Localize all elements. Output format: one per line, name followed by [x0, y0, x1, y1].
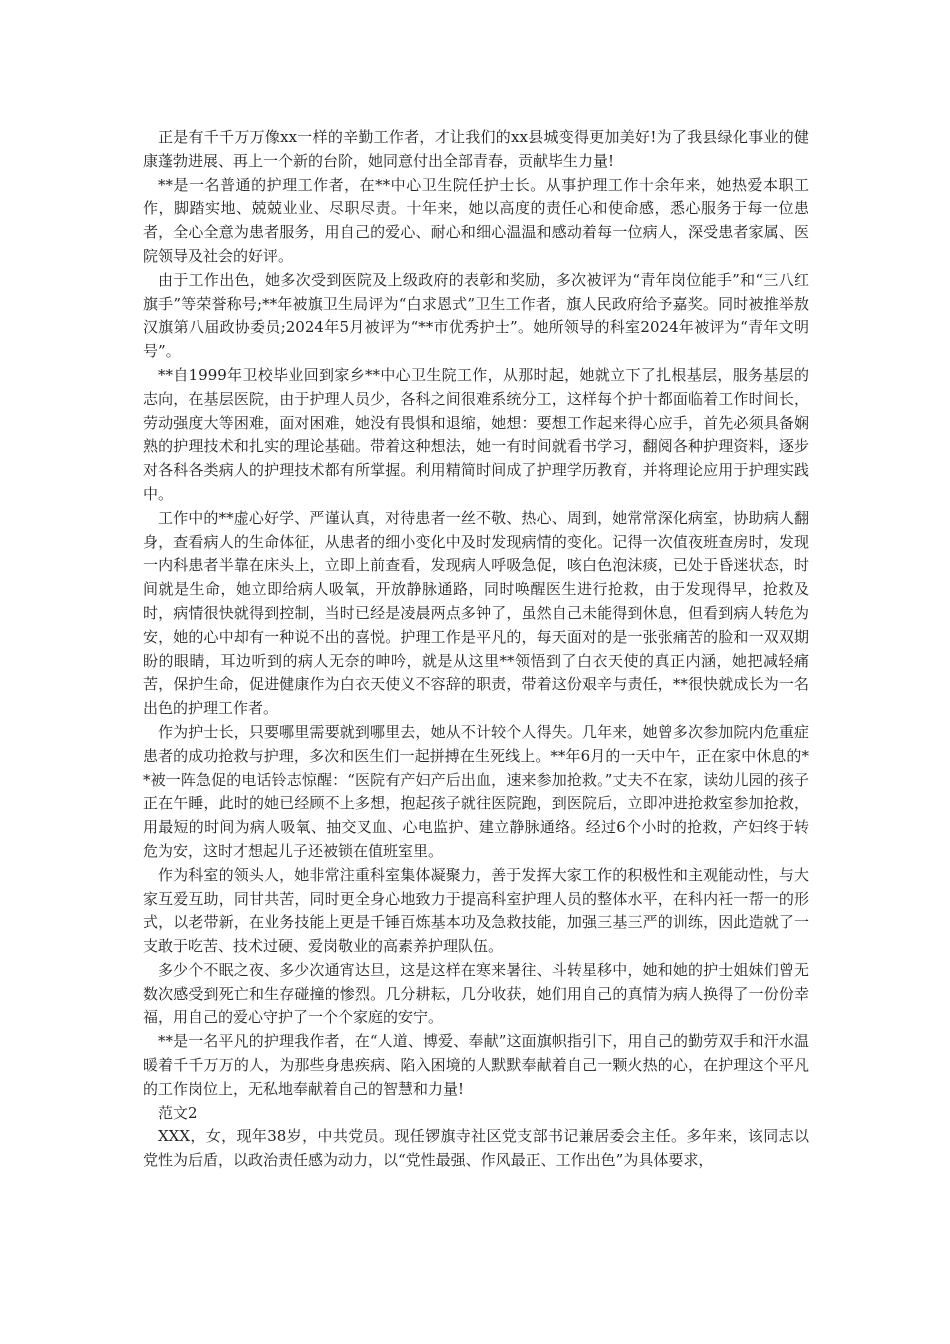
paragraph: 多少个不眠之夜、多少次通宵达旦，这是这样在寒来暑往、斗转星移中，她和她的护士姐妹们曾无数次感受到死亡和生存碰撞的惨烈。几分耕耘，几分收获，她们用自己的真情为病人换得了一份份幸福，用自己的爱心守护了一个个家庭的安宁。 — [143, 960, 809, 1027]
document-body — [143, 126, 809, 1173]
paragraph: 工作中的**虚心好学、严谨认真，对待患者一丝不敬、热心、周到，她常常深化病室，协助病人翻身，查看病人的生命体征，从患者的细小变化中及时发现病情的变化。记得一次值夜班查房时，发现一内科患者半靠在床头上，立即上前查看，发现病人呼吸急促，咳白色泡沫痰，已处于昏迷状态，时间就是生命，她立即给病人吸氧，开放静脉通路，同时唤醒医生进行抢救，由于发现得早，抢救及时，病情很快就得到控制，当时已经是凌晨两点多钟了，虽然自己未能得到休息，但看到病人转危为安，她的心中却有一种说不出的喜悦。护理工作是平凡的，每天面对的是一张张痛苦的脸和一双双期盼的眼睛，耳边听到的病人无奈的呻吟，就是从这里**领悟到了白衣天使的真正内涵，她把减轻痛苦，保护生命，促进健康作为白衣天使义不容辞的职责，带着这份艰辛与责任，**很快就成长为一名出色的护理工作者。 — [143, 508, 809, 718]
paragraph: 由于工作出色，她多次受到医院及上级政府的表彰和奖励，多次被评为“青年岗位能手”和“三八红旗手”等荣誉称号;**年被旗卫生局评为“白求恩式”卫生工作者，旗人民政府给予嘉奖。同时被推举敖汉旗第八届政协委员;2024年5月被评为“**市优秀护士”。她所领导的科室2024年被评为“青年文明号”。 — [143, 270, 809, 361]
section-heading: 范文2 — [158, 1103, 198, 1122]
paragraph: 作为科室的领头人，她非常注重科室集体凝聚力，善于发挥大家工作的积极性和主观能动性，与大家互爱互助，同甘共苦，同时更全身心地致力于提高科室护理人员的整体水平，在科内衽一帮一的形式，以老带新，在业务技能上更是千锤百炼基本功及急救技能，加强三基三严的训练，因此造就了一支敢于吃苦、技术过硬、爱岗敬业的高素养护理队伍。 — [143, 865, 809, 956]
paragraph: **是一名普通的护理工作者，在**中心卫生院任护士长。从事护理工作十余年来，她热爱本职工作，脚踏实地、兢兢业业、尽职尽责。十年来，她以高度的责任心和使命感，悉心服务于每一位患者，全心全意为患者服务，用自己的爱心、耐心和细心温温和感动着每一位病人，深受患者家属、医院领导及社会的好评。 — [143, 175, 809, 265]
paragraph: **是一名平凡的护理我作者，在“人道、博爱、奉献”这面旗帜指引下，用自己的勤劳双手和汗水温暖着千千万万的人，为那些身患疾病、陷入困境的人默默奉献着自己一颗火热的心，在护理这个平凡的工作岗位上，无私地奉献着自己的智慧和力量! — [143, 1032, 809, 1098]
paragraph: 正是有千千万万像xx一样的辛勤工作者，才让我们的xx县城变得更加美好!为了我县绿化事业的健康蓬勃进展、再上一个新的台阶，她同意付出全部青春，贡献毕生力量! — [143, 128, 809, 170]
paragraph: XXX，女，现年38岁，中共党员。现任锣旗寺社区党支部书记兼居委会主任。多年来，该同志以党性为后盾，以政治责任感为动力，以“党性最强、作风最正、工作出色”为具体要求， — [143, 1127, 809, 1170]
paragraph: 作为护士长，只要哪里需要就到哪里去，她从不计较个人得失。几年来，她曾多次参加院内危重症患者的成功抢救与护理，多次和医生们一起拼搏在生死线上。**年6月的一天中午，正在家中休息的**被一阵急促的电话铃志惊醒：“医院有产妇产后出血，速来参加抢救。”丈夫不在家，读幼儿园的孩子正在午睡，此时的她已经顾不上多想，抱起孩子就往医院跑，到医院后，立即冲进抢救室参加抢救，用最短的时间为病人吸氧、抽交叉血、心电监护、建立静脉通络。经过6个小时的抢救，产妇终于转危为安，这时才想起儿子还被锁在值班室里。 — [143, 722, 809, 860]
paragraph: **自1999年卫校毕业回到家乡**中心卫生院工作，从那时起，她就立下了扎根基层，服务基层的志向，在基层医院，由于护理人员少，各科之间很难系统分工，这样每个护十都面临着工作时间长，劳动强度大等困难，面对困难，她没有畏惧和退缩，她想：要想工作起来得心应手，首先必须具备娴熟的护理技术和扎实的理论基础。带着这种想法，她一有时间就看书学习，翻阅各种护理资料，逐步对各科各类病人的护理技术都有所掌握。利用精简时间成了护理学历教育，并将理论应用于护理实践中。 — [143, 365, 809, 503]
